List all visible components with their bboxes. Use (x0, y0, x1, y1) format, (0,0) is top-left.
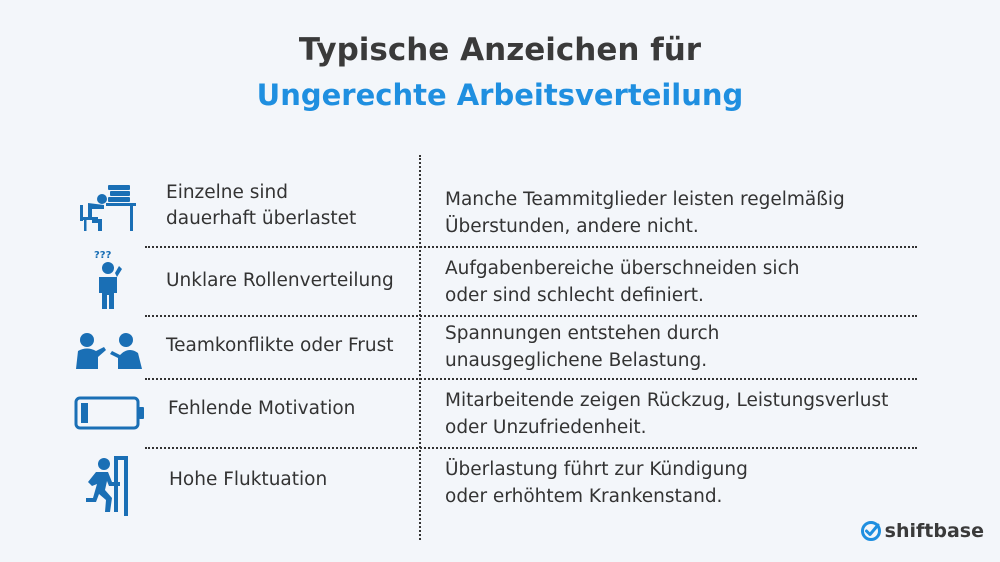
brand-logo (860, 520, 984, 542)
page-subtitle: Ungerechte Arbeitsverteilung (256, 78, 744, 112)
arguing-people-icon (74, 331, 144, 375)
row-label: Einzelne sind dauerhaft überlastet (166, 182, 357, 229)
row-description: Spannungen entstehen durch unausgeglichene Belastung. (445, 323, 720, 371)
page-title: Typische Anzeichen für (298, 32, 702, 68)
column-divider (419, 155, 421, 540)
brand-name: shiftbase (884, 520, 984, 542)
row-label: Teamkonflikte oder Frust (166, 335, 394, 356)
row-description: Überlastung führt zur Kündigung oder erhöhtem Krankenstand. (445, 459, 748, 507)
row-divider (145, 246, 917, 248)
exit-door-icon (82, 454, 132, 522)
row-description: Manche Teammitglieder leisten regelmäßig Überstunden, andere nicht. (445, 189, 845, 237)
row-label: Hohe Fluktuation (169, 469, 328, 490)
row-label: Fehlende Motivation (168, 398, 356, 419)
row-divider (145, 315, 917, 317)
row-divider (145, 447, 917, 449)
row-divider (145, 378, 917, 380)
overworked-desk-icon (78, 183, 140, 237)
confused-person-icon (92, 249, 128, 315)
row-description: Mitarbeitende zeigen Rückzug, Leistungsverlust oder Unzufriedenheit. (445, 390, 889, 438)
low-battery-icon (74, 396, 146, 434)
row-label: Unklare Rollenverteilung (166, 270, 394, 291)
svg-text:???: ??? (94, 250, 112, 261)
row-description: Aufgabenbereiche überschneiden sich oder sind schlecht definiert. (445, 258, 800, 306)
shiftbase-check-logo-icon (860, 520, 882, 542)
